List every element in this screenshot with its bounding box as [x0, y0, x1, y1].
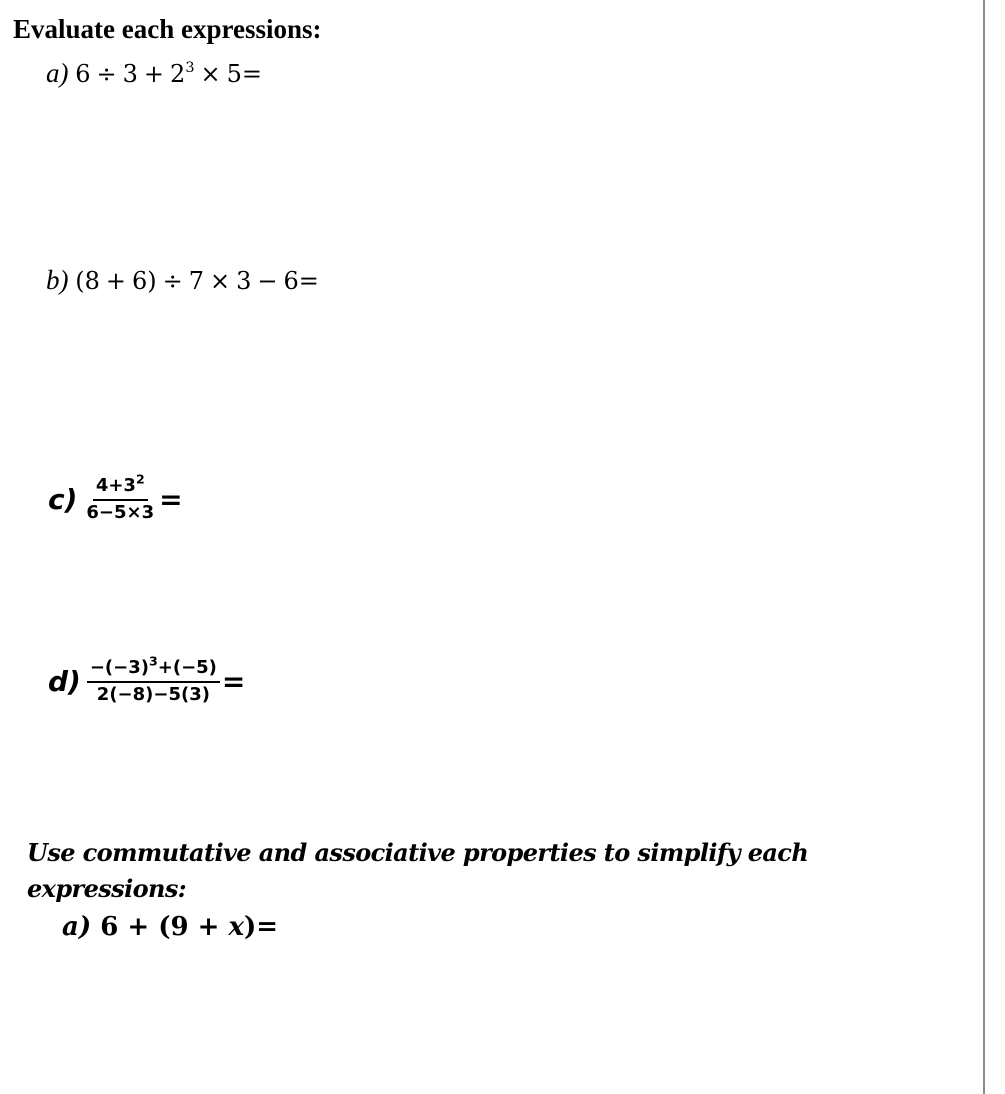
- term: 6): [132, 267, 157, 295]
- section-heading-evaluate: Evaluate each expressions:: [13, 14, 322, 44]
- term: 6=: [283, 267, 319, 295]
- operator: +: [105, 267, 126, 295]
- fraction: [87, 653, 220, 705]
- term: 6: [75, 60, 91, 88]
- equals-sign: =: [159, 483, 183, 517]
- problem-label: b): [46, 265, 69, 295]
- equals-sign: =: [221, 665, 246, 699]
- operator: −: [257, 267, 278, 295]
- section-heading-simplify: Use commutative and associative properties to simplify each expressions:: [27, 838, 809, 903]
- problem-a: [46, 58, 262, 89]
- numerator-base: −(−3): [89, 657, 149, 678]
- numerator-tail: +(−5): [157, 657, 217, 678]
- term: 2: [170, 60, 186, 88]
- problem-b: [46, 265, 319, 296]
- denominator: 2(−8)−5(3): [96, 683, 210, 705]
- expression-left: 6 + (9 +: [100, 912, 229, 942]
- expression-right: )=: [244, 912, 279, 942]
- problem-label: a): [46, 58, 69, 88]
- exponent: 3: [185, 59, 195, 76]
- problem-c: [48, 471, 183, 523]
- operator: +: [143, 60, 165, 88]
- exponent: 3: [149, 653, 158, 669]
- exponent: 2: [135, 471, 145, 487]
- page-edge-rule: [983, 0, 985, 1094]
- term: 3: [122, 60, 138, 88]
- problem-label: c): [48, 483, 78, 517]
- numerator: [93, 471, 148, 501]
- problem-d: [48, 653, 246, 705]
- operator: ×: [200, 60, 221, 88]
- term: (8: [75, 267, 100, 295]
- term: 3: [236, 267, 252, 295]
- variable-x: x: [228, 912, 244, 942]
- fraction: [83, 471, 157, 523]
- numerator: [87, 653, 220, 683]
- expression: [75, 267, 319, 295]
- problem-label: d): [48, 665, 81, 699]
- problem-label: a): [62, 912, 92, 942]
- denominator: 6−5×3: [86, 501, 155, 523]
- term: 7: [188, 267, 205, 295]
- term: 5=: [226, 60, 262, 88]
- expression: [75, 60, 262, 88]
- numerator-base: 4+3: [95, 475, 136, 496]
- operator: ÷: [162, 267, 183, 295]
- operator: ÷: [96, 60, 117, 88]
- simplify-problem-a: [62, 912, 278, 942]
- operator: ×: [210, 267, 231, 295]
